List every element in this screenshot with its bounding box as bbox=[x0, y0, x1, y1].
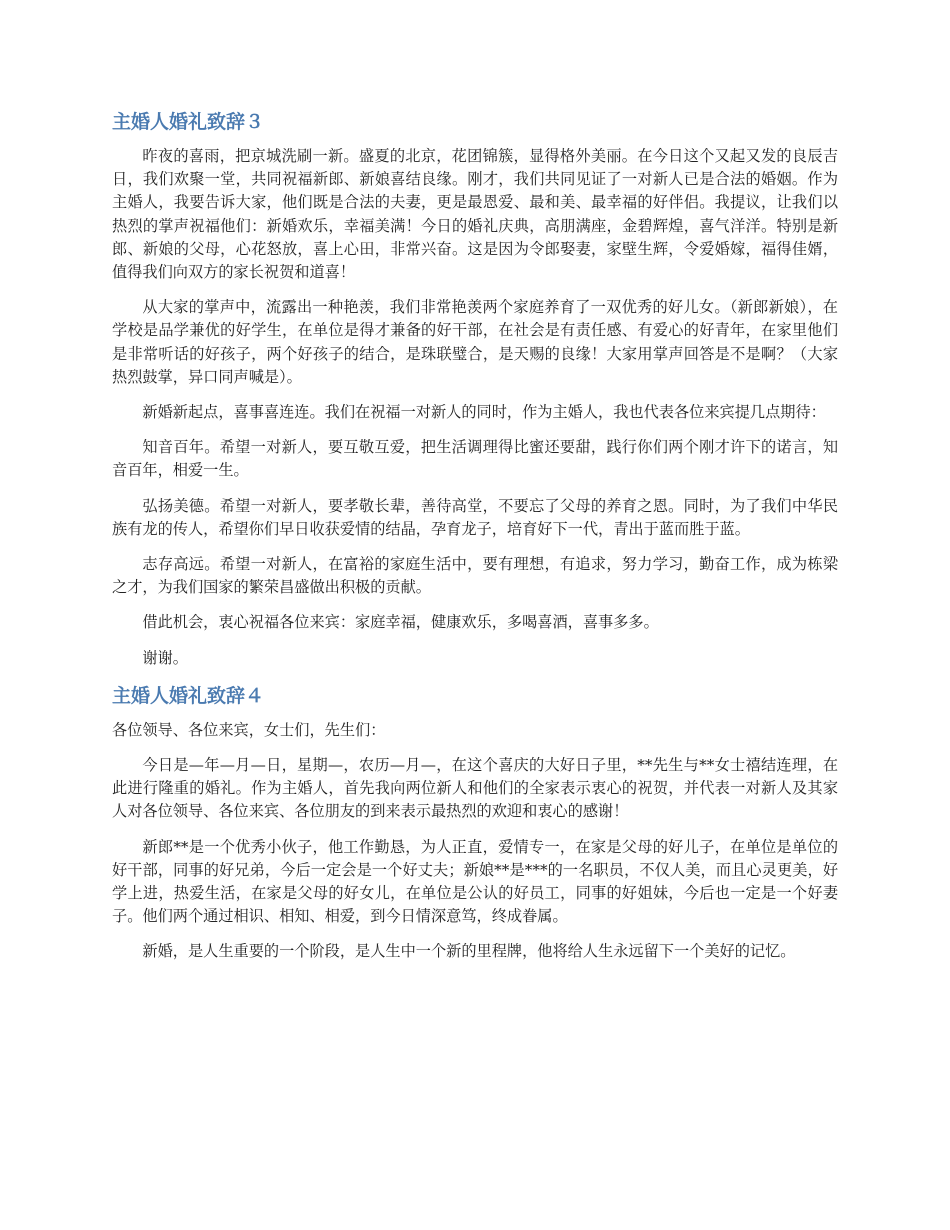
paragraph: 志存高远。希望一对新人，在富裕的家庭生活中，要有理想，有追求，努力学习，勤奋工作，成为栋梁之才，为我们国家的繁荣昌盛做出积极的贡献。 bbox=[112, 555, 838, 597]
paragraph: 借此机会，衷心祝福各位来宾：家庭幸福，健康欢乐，多喝喜酒，喜事多多。 bbox=[142, 613, 659, 632]
paragraph: 谢谢。 bbox=[142, 648, 188, 667]
document-page bbox=[112, 110, 838, 976]
section-heading: 主婚人婚礼致辞３ bbox=[112, 111, 265, 133]
paragraph: 新郎**是一个优秀小伙子，他工作勤恳，为人正直，爱情专一，在家是父母的好儿子，在单位是单位的好干部，同事的好兄弟，今后一定会是一个好丈夫；新娘**是***的一名职员，不仅人美，而且心灵更美，好学上进，热爱生活，在家是父母的好女儿，在单位是公认的好员工，同事的好姐妹，今后也一定是一个好妻子。他们两个通过相识、相知、相爱，到今日情深意笃，终成眷属。 bbox=[112, 837, 838, 926]
paragraph: 昨夜的喜雨，把京城洗刷一新。盛夏的北京，花团锦簇，显得格外美丽。在今日这个又起又发的良辰吉日，我们欢聚一堂，共同祝福新郎、新娘喜结良缘。刚才，我们共同见证了一对新人已是合法的婚姻。作为主婚人，我要告诉大家，他们既是合法的夫妻，更是最恩爱、最和美、最幸福的好伴侣。我提议，让我们以热烈的掌声祝福他们：新婚欢乐，幸福美满！今日的婚礼庆典，高朋满座，金碧辉煌，喜气洋洋。特别是新郎、新娘的父母，心花怒放，喜上心田，非常兴奋。这是因为令郎娶妻，家壁生辉，令爱婚嫁，福得佳婿，值得我们向双方的家长祝贺和道喜！ bbox=[112, 147, 838, 282]
paragraph: 新婚新起点，喜事喜连连。我们在祝福一对新人的同时，作为主婚人，我也代表各位来宾提几点期待： bbox=[142, 403, 826, 422]
paragraph: 从大家的掌声中，流露出一种艳羡，我们非常艳羡两个家庭养育了一双优秀的好儿女。（新郎新娘），在学校是品学兼优的好学生，在单位是得才兼备的好干部，在社会是有责任感、有爱心的好青年，在家里他们是非常听话的好孩子，两个好孩子的结合，是珠联璧合，是天赐的良缘！大家用掌声回答是不是啊？（大家热烈鼓掌，异口同声喊是）。 bbox=[112, 298, 838, 386]
paragraph: 今日是—年—月—日，星期—，农历—月—，在这个喜庆的大好日子里，**先生与**女士禧结连理，在此进行隆重的婚礼。作为主婚人，首先我向两位新人和他们的全家表示衷心的祝贺，并代表一对新人及其家人对各位领导、各位来宾、各位朋友的到来表示最热烈的欢迎和衷心的感谢！ bbox=[112, 756, 838, 821]
paragraph: 弘扬美德。希望一对新人，要孝敬长辈，善待高堂，不要忘了父母的养育之恩。同时，为了我们中华民族有龙的传人，希望你们早日收获爱情的结晶，孕育龙子，培育好下一代，青出于蓝而胜于蓝。 bbox=[112, 496, 838, 538]
section-heading: 主婚人婚礼致辞４ bbox=[112, 684, 265, 707]
salutation: 各位领导、各位来宾，女士们，先生们： bbox=[112, 720, 386, 739]
paragraph: 新婚，是人生重要的一个阶段，是人生中一个新的里程牌，他将给人生永远留下一个美好的记忆。 bbox=[142, 942, 796, 961]
paragraph: 知音百年。希望一对新人，要互敬互爱，把生活调理得比蜜还要甜，践行你们两个刚才许下的诺言，知音百年，相爱一生。 bbox=[112, 438, 838, 480]
